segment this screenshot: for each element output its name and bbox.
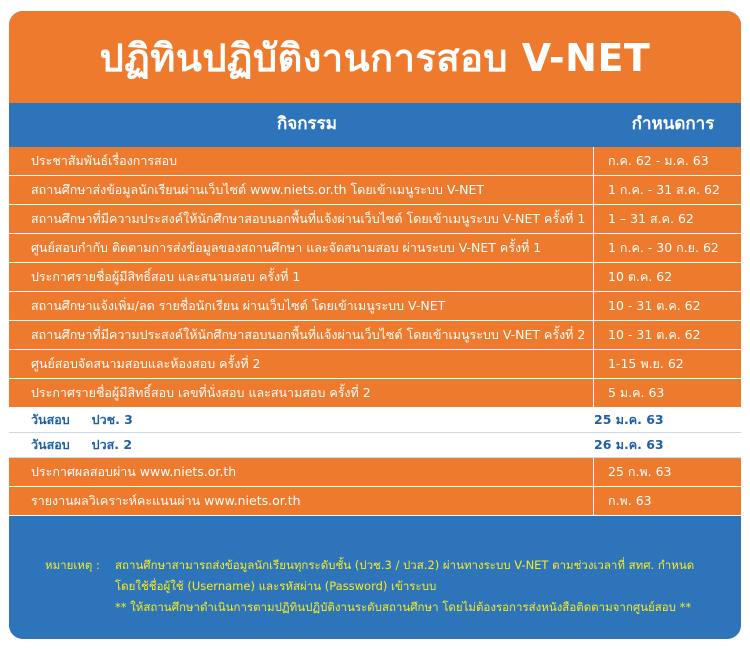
row-activity: ประกาศผลสอบผ่าน www.niets.or.th (9, 458, 594, 486)
exam-day-date: 26 ม.ค. 63 (594, 437, 664, 452)
table-row (9, 263, 741, 292)
row-activity: สถานศึกษาแจ้งเพิ่ม/ลด รายชื่อนักเรียน ผ่านเว็บไซต์ โดยเข้าเมนูระบบ V-NET (9, 292, 594, 320)
exam-day-label: วันสอบ (31, 437, 70, 452)
header-activity: กิจกรรม (276, 114, 337, 134)
exam-day-label: วันสอบ (31, 412, 70, 427)
row-activity: รายงานผลวิเคราะห์คะแนนผ่าน www.niets.or.th (9, 487, 594, 515)
schedule-table (9, 147, 741, 516)
page-title: ปฏิทินปฏิบัติงานการสอบ V-NET (99, 35, 651, 80)
row-activity: สถานศึกษาที่มีความประสงค์ให้นักศึกษาสอบนอกพื้นที่แจ้งผ่านเว็บไซต์ โดยเข้าเมนูระบบ V-NET ครั้งที่ 1 (9, 205, 594, 233)
row-activity: ประกาศรายชื่อผู้มีสิทธิ์สอบ และสนามสอบ ครั้งที่ 1 (9, 263, 594, 291)
row-date: 1 – 31 ส.ค. 62 (608, 211, 694, 226)
exam-day-level: ปวส. 2 (91, 437, 133, 452)
notes-label: หมายเหตุ : (45, 558, 100, 572)
exam-day-date: 25 ม.ค. 63 (594, 412, 664, 427)
notes-section (9, 537, 741, 639)
row-date: 5 ม.ค. 63 (608, 385, 665, 400)
exam-day-level: ปวช. 3 (91, 412, 133, 427)
row-date: 1 ก.ค. - 30 ก.ย. 62 (608, 240, 719, 255)
table-row (9, 205, 741, 234)
table-row (9, 176, 741, 205)
title-banner (9, 11, 741, 103)
row-activity: ศูนย์สอบกำกับ ติดตามการส่งข้อมูลของสถานศึกษา และจัดสนามสอบ ผ่านระบบ V-NET ครั้งที่ 1 (9, 234, 594, 262)
row-date: 1-15 พ.ย. 62 (608, 356, 684, 371)
notes-line-3: ** ให้สถานศึกษาดำเนินการตามปฏิทินปฏิบัติงานระดับสถานศึกษา โดยไม่ต้องรอการส่งหนังสือติดตามจากศูนย์สอบ ** (115, 600, 692, 614)
table-row (9, 147, 741, 176)
row-date: 25 ก.พ. 63 (608, 464, 672, 479)
table-row (9, 487, 741, 516)
row-date: ก.พ. 63 (608, 493, 652, 508)
row-activity: สถานศึกษาส่งข้อมูลนักเรียนผ่านเว็บไซต์ www.niets.or.th โดยเข้าเมนูระบบ V-NET (9, 176, 594, 204)
notes-line-2: โดยใช้ชื่อผู้ใช้ (Username) และรหัสผ่าน (Password) เข้าระบบ (115, 579, 437, 593)
table-row (9, 292, 741, 321)
row-date: 10 ต.ค. 62 (608, 269, 673, 284)
table-row (9, 234, 741, 263)
exam-day-row (9, 408, 741, 433)
schedule-card (9, 11, 741, 639)
row-date: 10 - 31 ต.ค. 62 (608, 298, 701, 313)
row-activity: สถานศึกษาที่มีความประสงค์ให้นักศึกษาสอบนอกพื้นที่แจ้งผ่านเว็บไซต์ โดยเข้าเมนูระบบ V-NET ครั้งที่ 2 (9, 321, 594, 349)
table-row (9, 321, 741, 350)
table-row (9, 379, 741, 408)
row-date: 1 ก.ค. - 31 ส.ค. 62 (608, 182, 720, 197)
table-row (9, 350, 741, 379)
exam-day-row (9, 433, 741, 458)
row-activity: ศูนย์สอบจัดสนามสอบและห้องสอบ ครั้งที่ 2 (9, 350, 594, 378)
row-date: ก.ค. 62 - ม.ค. 63 (608, 153, 709, 168)
row-date: 10 - 31 ต.ค. 62 (608, 327, 701, 342)
row-activity: ประชาสัมพันธ์เรื่องการสอบ (9, 147, 594, 175)
notes-line-1: สถานศึกษาสามารถส่งข้อมูลนักเรียนทุกระดับชั้น (ปวช.3 / ปวส.2) ผ่านทางระบบ V-NET ตามช่วงเวลาที่ สทศ. กำหนด (115, 558, 695, 572)
table-header (9, 103, 741, 144)
row-activity: ประกาศรายชื่อผู้มีสิทธิ์สอบ เลขที่นั่งสอบ และสนามสอบ ครั้งที่ 2 (9, 379, 594, 407)
header-date: กำหนดการ (631, 114, 715, 134)
table-row (9, 458, 741, 487)
